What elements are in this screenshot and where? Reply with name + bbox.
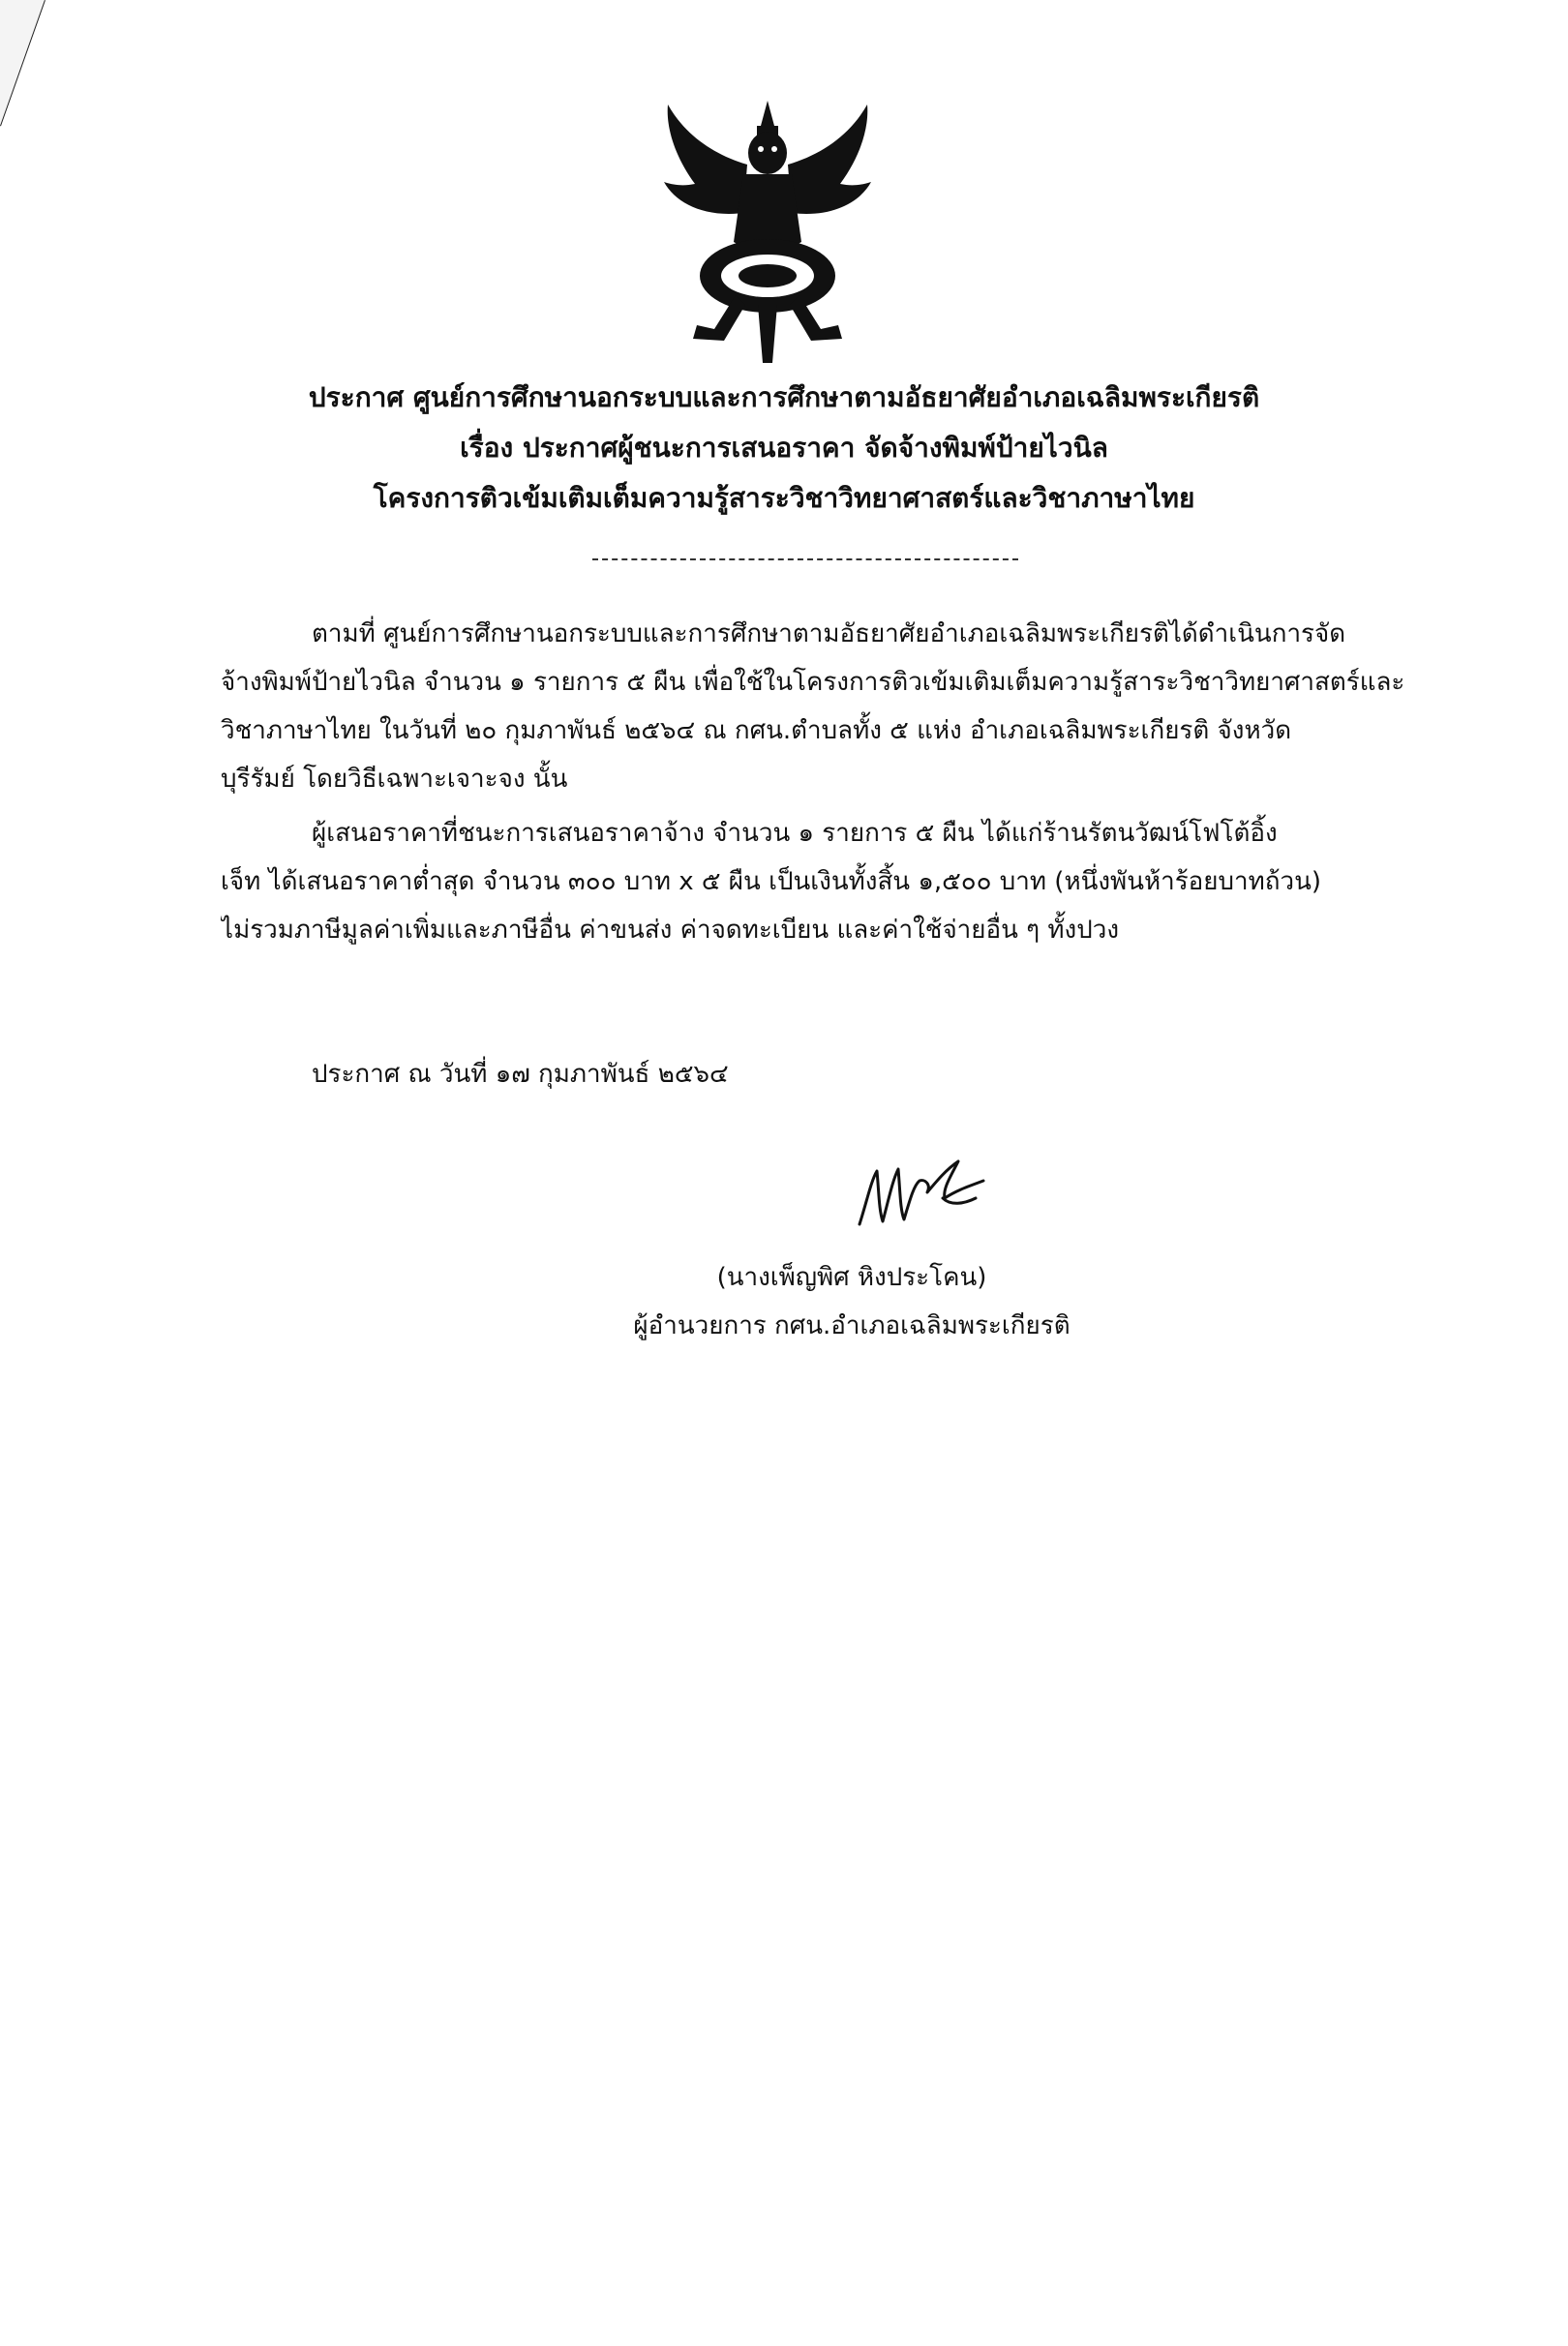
header-subject: เรื่อง ประกาศผู้ชนะการเสนอราคา จัดจ้างพิมพ์ป้ายไวนิล — [460, 432, 1108, 464]
paragraph-1-line: บุรีรัมย์ โดยวิธีเฉพาะเจาะจง นั้น — [221, 765, 568, 794]
signer-block — [581, 1253, 1123, 1350]
paragraph-2-line: ไม่รวมภาษีมูลค่าเพิ่มและภาษีอื่น ค่าขนส่ง ค่าจดทะเบียน และค่าใช้จ่ายอื่น ๆ ทั้งปวง — [221, 916, 1120, 945]
paragraph-1-line: วิชาภาษาไทย ในวันที่ ๒๐ กุมภาพันธ์ ๒๕๖๔ ณ กศน.ตำบลทั้ง ๕ แห่ง อำเภอเฉลิมพระเกียรติ จังหวัด — [221, 716, 1292, 745]
handwritten-signature — [850, 1142, 995, 1239]
paragraph-1 — [221, 610, 1533, 803]
signer-name: (นางเพ็ญพิศ หิงประโคน) — [716, 1263, 987, 1292]
announcement-date: ประกาศ ณ วันที่ ๑๗ กุมภาพันธ์ ๒๕๖๔ — [312, 1060, 729, 1089]
header-title: ประกาศ ศูนย์การศึกษานอกระบบและการศึกษาตามอัธยาศัยอำเภอเฉลิมพระเกียรติ — [308, 381, 1260, 413]
paragraph-1-line: ตามที่ ศูนย์การศึกษานอกระบบและการศึกษาตามอัธยาศัยอำเภอเฉลิมพระเกียรติได้ดำเนินการจัด — [312, 619, 1346, 648]
paragraph-2-line: ผู้เสนอราคาที่ชนะการเสนอราคาจ้าง จำนวน ๑ รายการ ๕ ผืน ได้แก่ร้านรัตนวัฒน์โฟโต้อิ้ง — [312, 819, 1278, 848]
paragraph-1-line: จ้างพิมพ์ป้ายไวนิล จำนวน ๑ รายการ ๕ ผืน เพื่อใช้ในโครงการติวเข้มเติมเต็มความรู้สาระวิชาวิทยาศาสตร์และ — [221, 668, 1405, 697]
header-project: โครงการติวเข้มเติมเต็มความรู้สาระวิชาวิทยาศาสตร์และวิชาภาษาไทย — [373, 482, 1195, 514]
signer-position: ผู้อำนวยการ กศน.อำเภอเฉลิมพระเกียรติ — [633, 1311, 1070, 1340]
announcement-header — [0, 373, 1568, 524]
garuda-emblem — [647, 97, 889, 368]
paragraph-2 — [221, 809, 1533, 954]
header-divider — [592, 558, 1018, 560]
paragraph-2-line: เจ็ท ได้เสนอราคาต่ำสุด จำนวน ๓๐๐ บาท x ๕ ผืน เป็นเงินทั้งสิ้น ๑,๕๐๐ บาท (หนึ่งพันห้าร้อยบาทถ้วน) — [221, 867, 1322, 896]
page-corner-fold — [0, 0, 58, 135]
